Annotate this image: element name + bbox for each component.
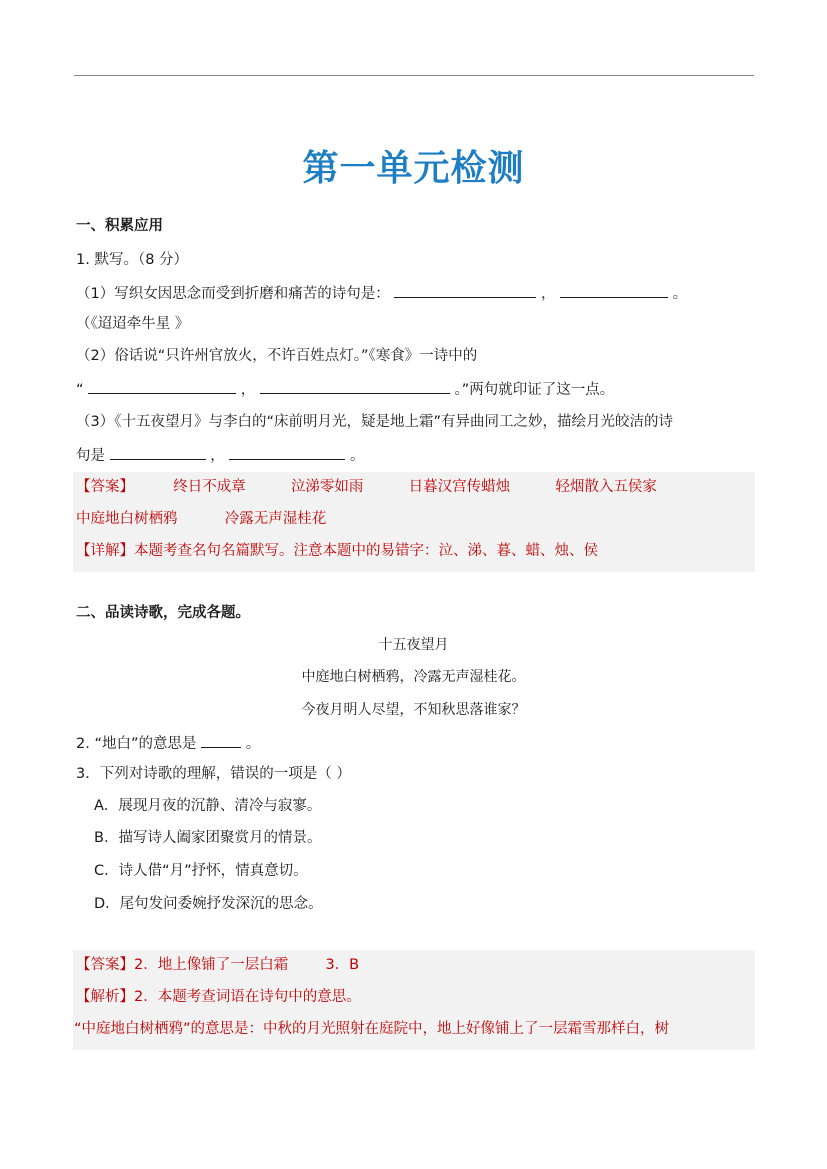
analysis-text: 2．本题考查词语在诗句中的意思。 xyxy=(134,989,361,1005)
option-b[interactable]: B．描写诗人阖家团聚赏月的情景。 xyxy=(94,830,322,846)
detail-label: 【详解】 xyxy=(76,543,134,559)
q1-1-sep: ， xyxy=(540,286,556,302)
answer-item: 冷露无声湿桂花 xyxy=(224,511,327,527)
section1-heading: 一、积累应用 xyxy=(76,218,163,234)
q1-2-blanks xyxy=(76,378,614,400)
answer-line-1 xyxy=(76,477,657,497)
q1-2-open: “ xyxy=(76,382,84,398)
section2-heading: 二、品读诗歌，完成各题。 xyxy=(76,605,250,621)
q1-3-blanks xyxy=(76,444,364,466)
detail-line xyxy=(76,541,598,561)
answer-item: 泣涕零如雨 xyxy=(290,479,364,495)
q1-3-prefix: 句是 xyxy=(76,448,105,464)
q1-1-source: （《迢迢牵牛星 》 xyxy=(76,316,190,332)
answer-blank[interactable] xyxy=(394,282,536,298)
poem-line: 中庭地白树栖鸦，冷露无声湿桂花。 xyxy=(301,669,526,685)
option-c[interactable]: C．诗人借“月”抒怀，情真意切。 xyxy=(94,863,308,879)
q3: 3．下列对诗歌的理解，错误的一项是（ ） xyxy=(76,766,351,782)
page-title: 第一单元检测 xyxy=(302,148,525,189)
poem-line: 今夜月明人尽望，不知秋思落谁家？ xyxy=(301,702,526,718)
analysis-line-2: “中庭地白树栖鸦”的意思是：中秋的月光照射在庭院中，地上好像铺上了一层霜雪那样白，树 xyxy=(74,1021,670,1037)
answer-blank[interactable] xyxy=(88,378,236,394)
answer-blank[interactable] xyxy=(110,444,206,460)
q1-1-text: （1）写织女因思念而受到折磨和痛苦的诗句是： xyxy=(76,286,390,302)
answer-text: 2．地上像铺了一层白霜 xyxy=(134,957,289,973)
answer-item: 终日不成章 xyxy=(173,479,246,495)
option-d[interactable]: D．尾句发问委婉抒发深沉的思念。 xyxy=(94,896,323,912)
header-rule xyxy=(74,75,754,76)
q1-3-end: 。 xyxy=(349,448,365,464)
answer-item: 轻烟散入五侯家 xyxy=(555,479,657,495)
answer-label: 【答案】 xyxy=(76,479,134,495)
q1-intro: 1. 默写。（8 分） xyxy=(76,252,189,268)
poem-title: 十五夜望月 xyxy=(378,637,449,653)
q1-1 xyxy=(76,282,687,304)
answer-blank[interactable] xyxy=(260,378,450,394)
answer-blank[interactable] xyxy=(201,732,241,748)
q2-end: 。 xyxy=(245,736,261,752)
q1-3: （3）《十五夜望月》与李白的“床前明月光，疑是地上霜”有异曲同工之妙，描绘月光皎洁的诗 xyxy=(76,414,673,430)
analysis-label: 【解析】 xyxy=(76,989,134,1005)
analysis-line xyxy=(76,987,361,1007)
q2-text: 2. “地白”的意思是 xyxy=(76,736,197,752)
answer-line-3 xyxy=(76,955,359,975)
q1-2-end: 。”两句就印证了这一点。 xyxy=(454,382,615,398)
q1-2: （2）俗话说“只许州官放火，不许百姓点灯。”《寒食》一诗中的 xyxy=(76,348,478,364)
answer-item: 中庭地白树栖鸦 xyxy=(76,511,178,527)
detail-text: 本题考查名句名篇默写。注意本题中的易错字：泣、涕、暮、蜡、烛、侯 xyxy=(134,543,598,559)
answer-item: 日暮汉宫传蜡烛 xyxy=(408,479,511,495)
q2 xyxy=(76,732,260,754)
q1-2-sep: ， xyxy=(240,382,256,398)
answer-blank[interactable] xyxy=(229,444,345,460)
answer-label: 【答案】 xyxy=(76,957,134,973)
option-a[interactable]: A．展现月夜的沉静、清冷与寂寥。 xyxy=(94,798,322,814)
q1-1-end: 。 xyxy=(672,286,688,302)
answer-text: 3．B xyxy=(325,957,360,973)
answer-line-2 xyxy=(76,509,326,529)
q1-3-sep: ， xyxy=(210,448,225,464)
answer-blank[interactable] xyxy=(560,282,668,298)
